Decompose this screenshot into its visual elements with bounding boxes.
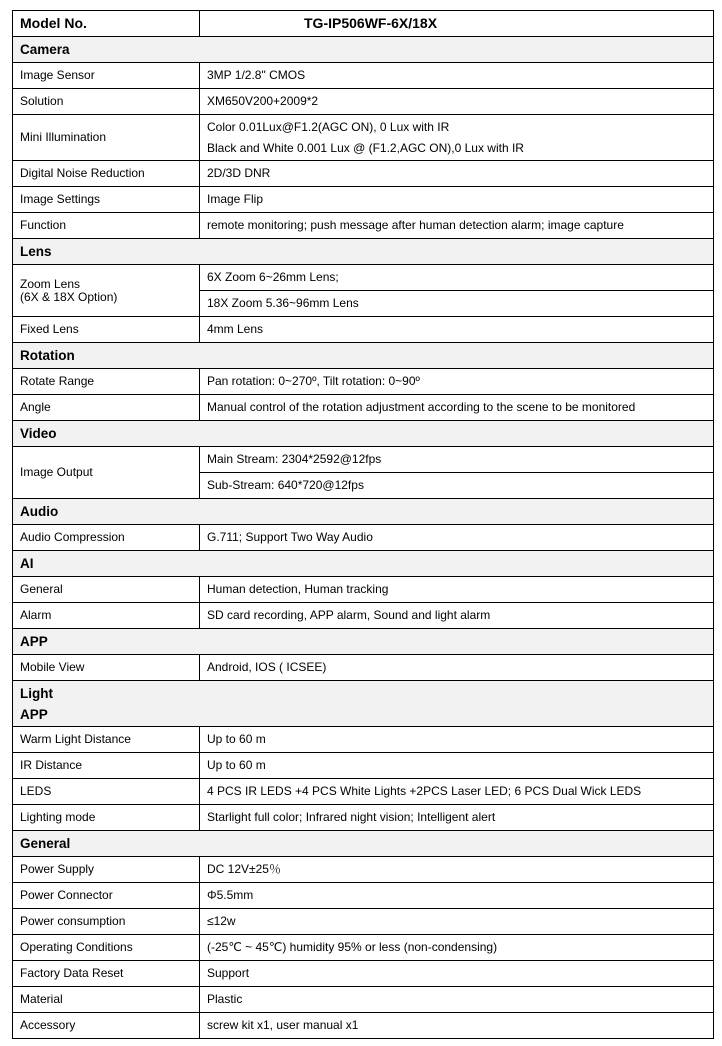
spec-row-rotate-range [13,369,714,395]
spec-value: 3MP 1/2.8" CMOS [200,63,714,89]
spec-value: Image Flip [200,187,714,213]
spec-value: (-25℃ ~ 45℃) humidity 95% or less (non-condensing) [200,935,714,961]
spec-value: ≤12w [200,909,714,935]
spec-label: Power Supply [13,857,200,883]
section-header-ai [13,551,714,577]
spec-label: Alarm [13,603,200,629]
spec-label: Factory Data Reset [13,961,200,987]
spec-row-function [13,213,714,239]
spec-row-dnr [13,161,714,187]
spec-row-ir-distance [13,753,714,779]
spec-row-material [13,987,714,1013]
section-header-light [13,681,714,727]
spec-value: Support [200,961,714,987]
spec-row-operating-conditions [13,935,714,961]
spec-label: Image Sensor [13,63,200,89]
spec-value: 2D/3D DNR [200,161,714,187]
spec-label: LEDS [13,779,200,805]
section-title-line: APP [20,706,48,722]
spec-row-lighting-mode [13,805,714,831]
spec-row-leds [13,779,714,805]
section-header-video [13,421,714,447]
spec-label: Rotate Range [13,369,200,395]
section-title-ai: AI [13,551,714,577]
spec-label: Audio Compression [13,525,200,551]
spec-row-audio-compression [13,525,714,551]
spec-row-accessory [13,1013,714,1039]
spec-label: Lighting mode [13,805,200,831]
spec-label: Solution [13,89,200,115]
spec-value: remote monitoring; push message after human detection alarm; image capture [200,213,714,239]
spec-table [12,10,714,1039]
section-header-rotation [13,343,714,369]
spec-row-image-settings [13,187,714,213]
spec-label: Warm Light Distance [13,727,200,753]
spec-value: Human detection, Human tracking [200,577,714,603]
spec-value: Android, IOS ( ICSEE) [200,655,714,681]
spec-label: Operating Conditions [13,935,200,961]
section-title-rotation: Rotation [13,343,714,369]
spec-value: screw kit x1, user manual x1 [200,1013,714,1039]
section-title-line: Light [20,685,53,701]
spec-row-angle [13,395,714,421]
spec-value: Φ5.5mm [200,883,714,909]
spec-label: Function [13,213,200,239]
spec-row-power-connector [13,883,714,909]
spec-row-warm-light [13,727,714,753]
spec-value-line: Color 0.01Lux@F1.2(AGC ON), 0 Lux with IR [207,119,450,134]
spec-row-ai-general [13,577,714,603]
spec-label-line: (6X & 18X Option) [20,289,118,304]
spec-value: Main Stream: 2304*2592@12fps [200,447,714,473]
spec-row-zoom-lens-1 [13,265,714,291]
spec-label: Fixed Lens [13,317,200,343]
spec-row-ai-alarm [13,603,714,629]
section-title-video: Video [13,421,714,447]
spec-value: Sub-Stream: 640*720@12fps [200,473,714,499]
spec-label: Material [13,987,200,1013]
spec-value: DC 12V±25％ [200,857,714,883]
section-header-camera [13,37,714,63]
spec-label: Image Settings [13,187,200,213]
spec-value-multiline [200,115,714,161]
spec-label-line: Zoom Lens [20,276,81,291]
spec-label: Power consumption [13,909,200,935]
spec-label: Mobile View [13,655,200,681]
section-title-app: APP [13,629,714,655]
model-row [13,11,714,37]
spec-value: XM650V200+2009*2 [200,89,714,115]
spec-row-power-consumption [13,909,714,935]
spec-row-mini-illumination [13,115,714,161]
section-title-light [13,681,714,727]
spec-row-factory-reset [13,961,714,987]
spec-value: Starlight full color; Infrared night vision; Intelligent alert [200,805,714,831]
spec-label: Digital Noise Reduction [13,161,200,187]
spec-row-power-supply [13,857,714,883]
spec-row-solution [13,89,714,115]
spec-value: 18X Zoom 5.36~96mm Lens [200,291,714,317]
spec-value: 4 PCS IR LEDS +4 PCS White Lights +2PCS Laser LED; 6 PCS Dual Wick LEDS [200,779,714,805]
spec-value: SD card recording, APP alarm, Sound and light alarm [200,603,714,629]
section-title-general: General [13,831,714,857]
spec-value: Pan rotation: 0~270º, Tilt rotation: 0~90º [200,369,714,395]
spec-label: Accessory [13,1013,200,1039]
spec-value-line: Black and White 0.001 Lux @ (F1.2,AGC ON),0 Lux with IR [207,140,524,155]
spec-value: G.711; Support Two Way Audio [200,525,714,551]
spec-value: 6X Zoom 6~26mm Lens; [200,265,714,291]
spec-label: IR Distance [13,753,200,779]
spec-value: Manual control of the rotation adjustment according to the scene to be monitored [200,395,714,421]
spec-value: Up to 60 m [200,727,714,753]
spec-label: Image Output [13,447,200,499]
spec-value: Plastic [200,987,714,1013]
spec-value: 4mm Lens [200,317,714,343]
spec-row-fixed-lens [13,317,714,343]
section-header-lens [13,239,714,265]
section-header-audio [13,499,714,525]
spec-row-image-output-1 [13,447,714,473]
spec-row-mobile-view [13,655,714,681]
section-title-lens: Lens [13,239,714,265]
section-header-app [13,629,714,655]
spec-value: Up to 60 m [200,753,714,779]
section-title-camera: Camera [13,37,714,63]
model-value: TG-IP506WF-6X/18X [200,11,714,37]
section-header-general [13,831,714,857]
spec-label: General [13,577,200,603]
spec-label: Angle [13,395,200,421]
spec-label: Mini Illumination [13,115,200,161]
spec-row-image-sensor [13,63,714,89]
spec-label-multiline [13,265,200,317]
section-title-audio: Audio [13,499,714,525]
spec-label: Power Connector [13,883,200,909]
model-label: Model No. [13,11,200,37]
